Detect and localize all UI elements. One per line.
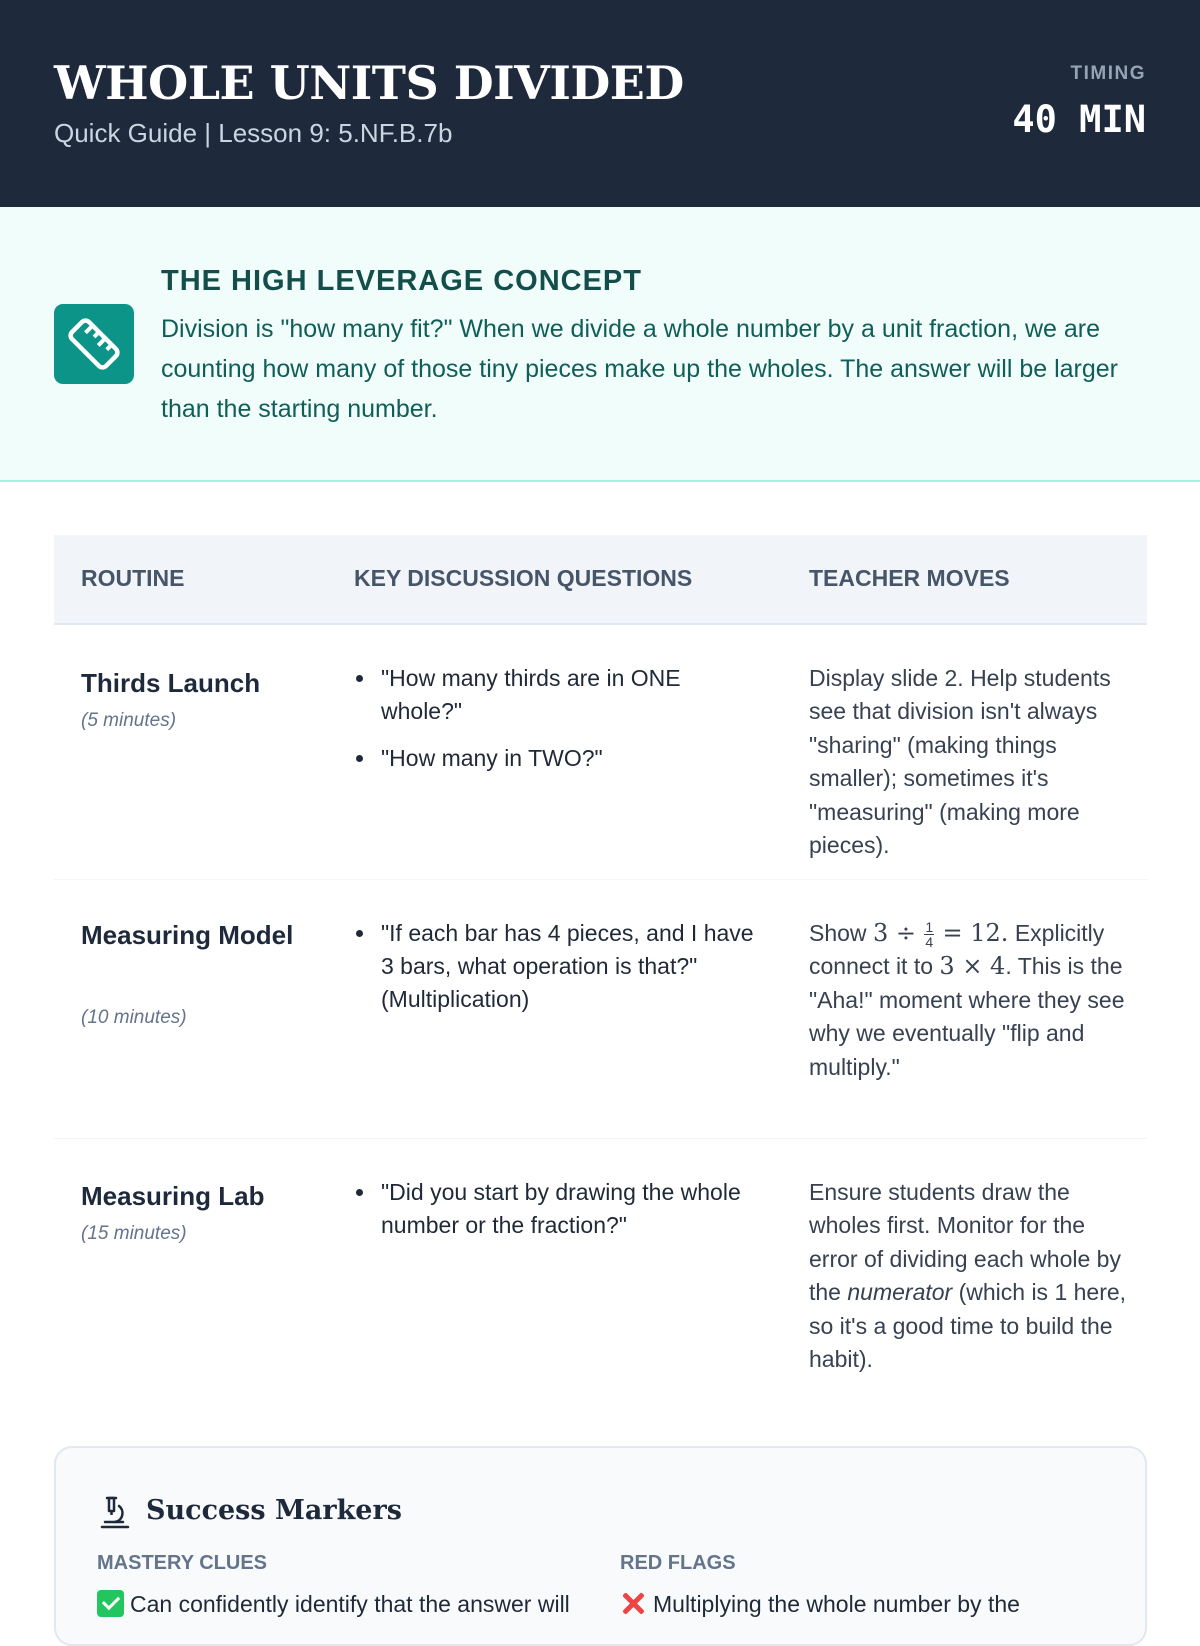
- concept-body: Division is "how many fit?" When we divide a whole number by a unit fraction, we are counting how many of those tiny pieces make up the wholes. The answer will be larger than the starting number.: [161, 315, 1118, 423]
- moves-text: Ensure students draw the wholes first. Monitor for the error of dividing each whole by the: [809, 1179, 1121, 1306]
- microscope-icon: [99, 1495, 131, 1534]
- fraction-denominator: 4: [925, 934, 934, 951]
- routine-name: Thirds Launch: [81, 668, 261, 698]
- fraction-numerator: 1: [925, 919, 934, 936]
- table-header: [54, 535, 1147, 625]
- concept-heading: THE HIGH LEVERAGE CONCEPT: [161, 265, 642, 297]
- table-row: [54, 880, 1147, 1139]
- timing-label: TIMING: [1070, 63, 1146, 84]
- routine-time: (5 minutes): [81, 710, 177, 731]
- column-header-routine: ROUTINE: [81, 565, 185, 591]
- table-row: [54, 625, 1147, 880]
- moves-text: (which is 1 here, so it's a good time to build the habit).: [809, 1279, 1127, 1373]
- question-item: "If each bar has 4 pieces, and I have 3 bars, what operation is that?" (Multiplication): [354, 917, 754, 1016]
- timing-value: 40 MIN: [1012, 98, 1146, 141]
- discussion-questions: [354, 917, 754, 1030]
- page-header: [0, 0, 1200, 207]
- math-expression: 3 ÷: [872, 919, 916, 947]
- teacher-moves: [809, 1176, 1129, 1376]
- concept-callout: [0, 207, 1200, 482]
- table-row: [54, 1139, 1147, 1409]
- math-expression: 3 × 4: [939, 952, 1006, 981]
- mastery-clue-item: [97, 1590, 577, 1618]
- teacher-moves: Display slide 2. Help students see that division isn't always "sharing" (making things smaller); sometimes it's "measuring" (making more pieces).: [809, 665, 1111, 859]
- column-header-questions: KEY DISCUSSION QUESTIONS: [354, 565, 693, 591]
- mastery-clues-label: MASTERY CLUES: [97, 1552, 268, 1574]
- moves-text: Explicitly connect it to: [809, 920, 1105, 980]
- teacher-moves: [809, 917, 1129, 1084]
- ruler-icon: [54, 304, 134, 384]
- discussion-questions: [354, 1176, 754, 1256]
- mastery-clue-text: Can confidently identify that the answer will: [130, 1591, 570, 1617]
- question-item: "How many thirds are in ONE whole?": [354, 662, 754, 728]
- success-title: Success Markers: [146, 1495, 402, 1526]
- question-item: "How many in TWO?": [354, 742, 754, 775]
- page-subtitle: Quick Guide | Lesson 9: 5.NF.B.7b: [54, 118, 453, 148]
- routine-time: (15 minutes): [81, 1223, 187, 1244]
- red-flag-text: Multiplying the whole number by the: [653, 1591, 1020, 1617]
- moves-text: Show: [809, 920, 867, 946]
- check-icon: [97, 1590, 124, 1617]
- routine-name: Measuring Lab: [81, 1181, 265, 1211]
- red-flags-label: RED FLAGS: [620, 1552, 736, 1574]
- cross-icon: [620, 1590, 647, 1617]
- discussion-questions: [354, 662, 754, 789]
- column-header-moves: TEACHER MOVES: [809, 565, 1010, 591]
- moves-emphasis: numerator: [847, 1279, 953, 1306]
- fraction: [924, 920, 934, 949]
- success-markers-panel: [54, 1446, 1147, 1646]
- routine-time: (10 minutes): [81, 1007, 187, 1028]
- red-flag-item: [620, 1590, 1100, 1618]
- moves-text: . This is the "Aha!" moment where they see why we eventually "flip and multiply.": [809, 953, 1125, 1080]
- routine-name: Measuring Model: [81, 920, 294, 950]
- page-title: WHOLE UNITS DIVIDED: [54, 56, 684, 110]
- question-item: "Did you start by drawing the whole number or the fraction?": [354, 1176, 754, 1242]
- math-expression: = 12.: [942, 919, 1009, 947]
